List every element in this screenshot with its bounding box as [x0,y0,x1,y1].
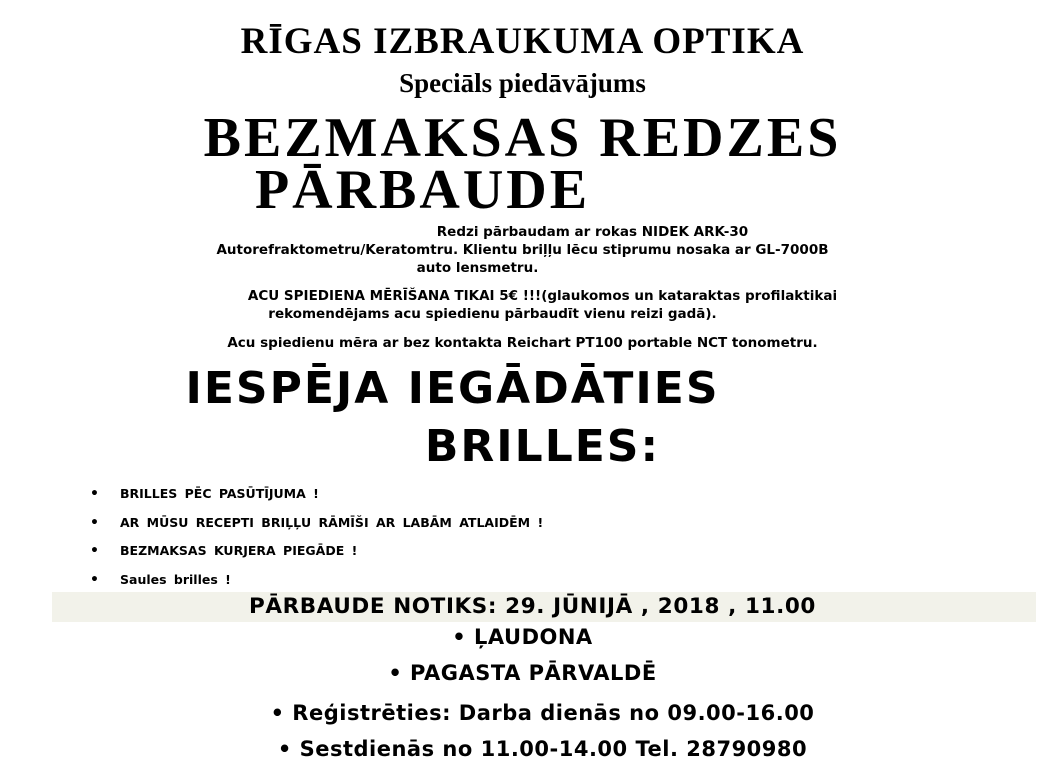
pressure-text-line-1: ACU SPIEDIENA MĒRĪŠANA TIKAI 5€ !!!(glaukomos un kataraktas profilaktikai [247,288,838,304]
special-offer-label: Speciāls piedāvājums [399,68,646,98]
offer-bullet-list [90,480,543,594]
headline-line-1: BEZMAKSAS REDZES [203,107,842,169]
equipment-text-line-3: auto lensmetru. [416,260,539,276]
list-item [90,480,543,509]
event-location-2: • PAGASTA PĀRVALDĒ [388,661,657,685]
offer-subheading-line-2: BRILLES: [424,421,661,472]
registration-hours-saturday: • Sestdienās no 11.00-14.00 Tel. 28790980 [277,737,808,761]
equipment-text-line-2: Autorefraktometru/Keratomtru. Klientu briļļu lēcu stiprumu nosaka ar GL-7000B [216,242,829,258]
event-location-1: • ĻAUDONA [452,625,593,649]
bullet-text: BEZMAKSAS KURJERA PIEGĀDE ! [120,543,358,558]
equipment-text-line-1: Redzi pārbaudam ar rokas NIDEK ARK-30 [436,224,749,240]
bullet-text: AR MŪSU RECEPTI BRIĻĻU RĀMĪŠI AR LABĀM ATLAIDĒM ! [120,514,544,530]
tonometer-text: Acu spiedienu mēra ar bez kontakta Reichart PT100 portable NCT tonometru. [227,335,818,351]
bullet-dot-icon: • [90,543,99,559]
list-item [90,509,543,538]
bullet-text: BRILLES PĒC PASŪTĪJUMA ! [120,486,319,501]
event-date: PĀRBAUDE NOTIKS: 29. JŪNIJĀ , 2018 , 11.00 [249,594,816,619]
pressure-text-line-2: rekomendējams acu spiedienu pārbaudīt vienu reizi gadā). [268,306,717,322]
offer-subheading-line-1: IESPĒJA IEGĀDĀTIES [185,363,720,414]
registration-hours-weekdays: • Reģistrēties: Darba dienās no 09.00-16.00 [270,701,815,725]
bullet-dot-icon: • [90,486,99,502]
headline-line-2: PĀRBAUDE [254,159,591,221]
list-item [90,566,543,595]
bullet-dot-icon: • [90,571,99,588]
bullet-dot-icon: • [90,514,99,531]
bullet-text: Saules brilles ! [120,571,231,587]
company-name: RĪGAS IZBRAUKUMA OPTIKA [240,21,805,62]
list-item [90,537,543,566]
